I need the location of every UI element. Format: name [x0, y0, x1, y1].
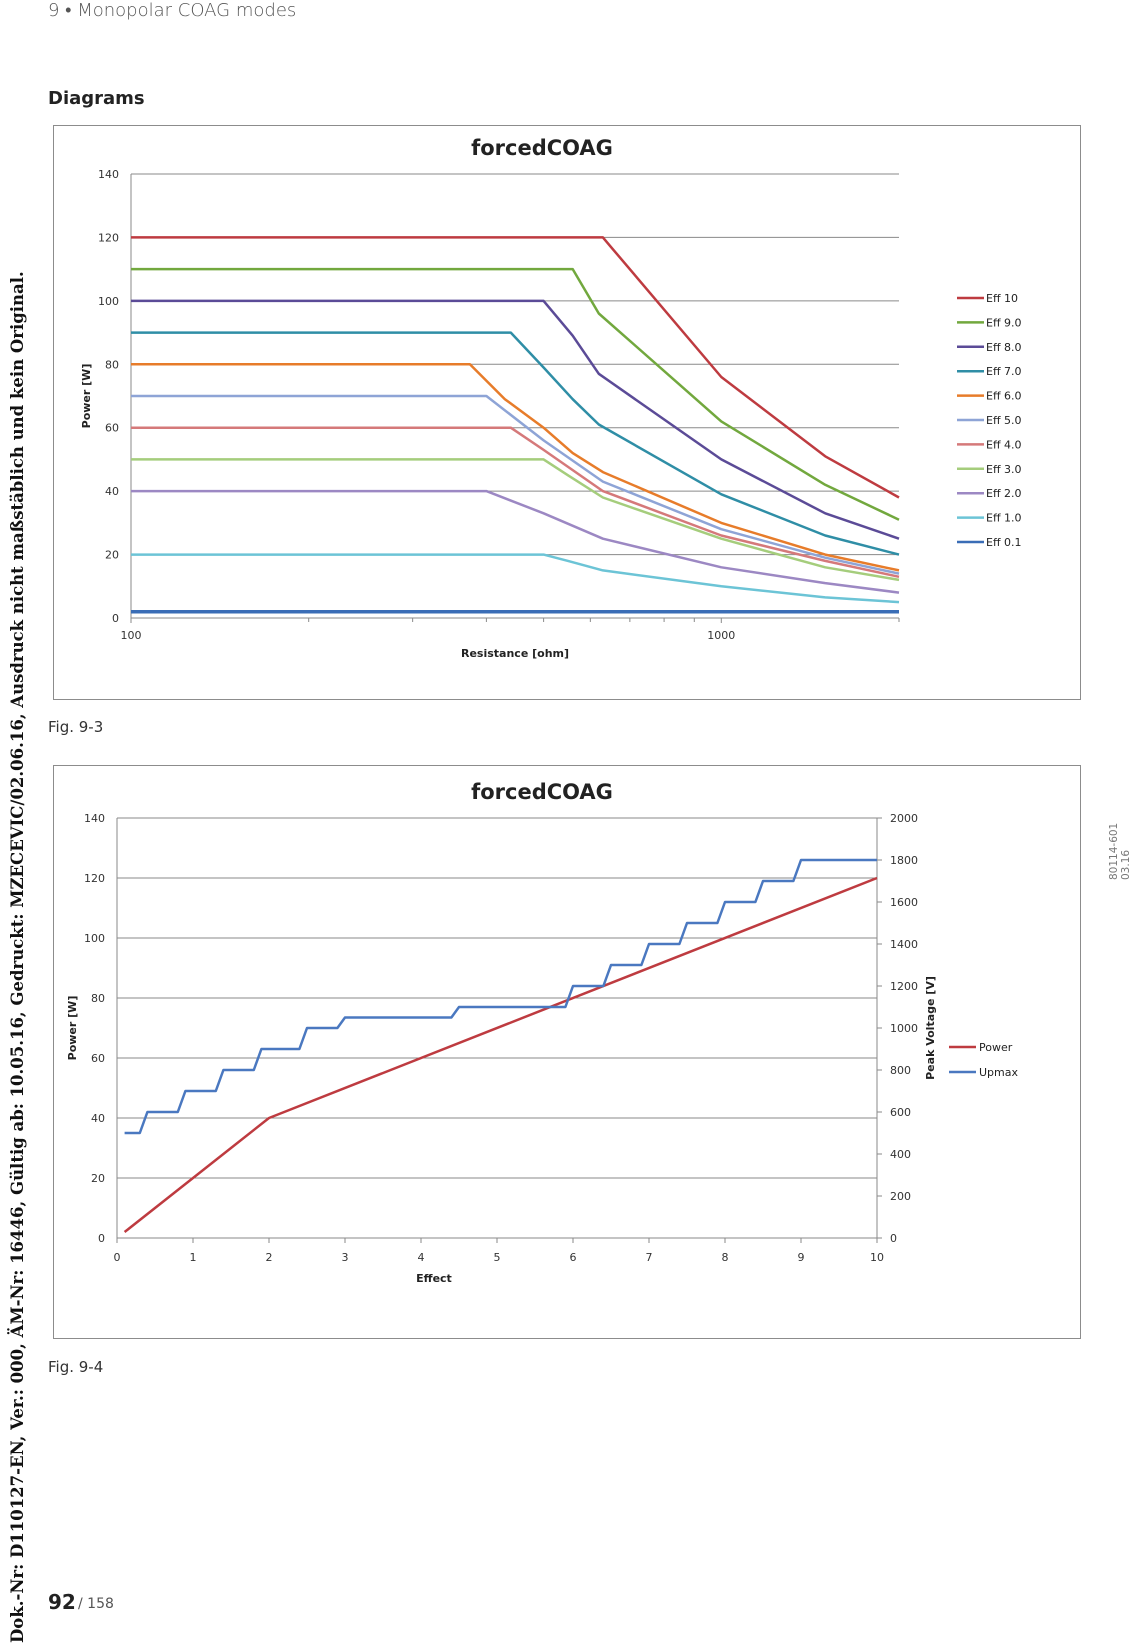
x-tick-label: 7: [645, 1251, 653, 1264]
y2-tick-label: 1000: [890, 1022, 918, 1035]
y-tick-label: 60: [91, 1052, 105, 1065]
chart-power-vs-resistance: [54, 126, 1080, 699]
series-line-eff-7-0: [131, 333, 899, 555]
page-header: 9 • Monopolar COAG modes: [48, 0, 297, 21]
y-tick-label: 0: [98, 1232, 105, 1245]
document-code-number: 80114-601: [1108, 822, 1120, 880]
y2-tick-label: 200: [890, 1190, 911, 1203]
y2-tick-label: 600: [890, 1106, 911, 1119]
y-tick-label: 80: [91, 992, 105, 1005]
y2-tick-label: 2000: [890, 812, 918, 825]
x-axis-label: Resistance [ohm]: [460, 647, 570, 660]
document-code-date: 03.16: [1120, 849, 1132, 880]
legend-label: Eff 2.0: [986, 487, 1022, 501]
series-line-power: [125, 878, 877, 1232]
x-tick-label: 1000: [707, 629, 736, 642]
figure-caption: Fig. 9-4: [48, 1358, 104, 1376]
y-tick-label: 20: [105, 548, 119, 562]
x-tick-label: 8: [721, 1251, 729, 1264]
x-tick-label: 100: [120, 629, 142, 642]
legend-label: Upmax: [979, 1066, 1018, 1079]
y-tick-label: 60: [105, 421, 119, 435]
document-code: [1108, 823, 1132, 880]
section-title: Diagrams: [48, 88, 145, 109]
y-tick-label: 120: [84, 872, 105, 885]
chart-title: forcedCOAG: [471, 136, 613, 160]
y-tick-label: 20: [91, 1172, 105, 1185]
chart-title: forcedCOAG: [471, 780, 613, 804]
y2-tick-label: 0: [890, 1232, 897, 1245]
y-tick-label: 40: [105, 485, 119, 499]
y2-tick-label: 400: [890, 1148, 911, 1161]
y-tick-label: 80: [105, 358, 119, 372]
figure-caption: Fig. 9-3: [48, 718, 104, 736]
legend-label: Eff 4.0: [986, 438, 1022, 452]
y-tick-label: 0: [112, 612, 119, 625]
y2-tick-label: 800: [890, 1064, 911, 1077]
x-axis-label: Effect: [416, 1272, 452, 1285]
series-line-upmax: [125, 860, 877, 1133]
y-tick-label: 140: [98, 168, 119, 181]
y2-tick-label: 1800: [890, 854, 918, 867]
legend-label: Eff 0.1: [986, 536, 1022, 549]
legend-label: Eff 7.0: [986, 365, 1022, 379]
x-tick-label: 1: [189, 1251, 197, 1264]
y-tick-label: 140: [84, 812, 105, 825]
legend-label: Eff 1.0: [986, 511, 1022, 525]
chart-frame-resistance: [53, 125, 1081, 700]
legend-label: Eff 9.0: [986, 316, 1022, 330]
series-line-eff-9-0: [131, 269, 899, 520]
page-number: 92: [48, 1590, 76, 1614]
y2-tick-label: 1600: [890, 896, 918, 909]
legend-label: Power: [979, 1041, 1013, 1054]
x-tick-label: 2: [265, 1251, 273, 1264]
legend-label: Eff 5.0: [986, 414, 1022, 427]
x-tick-label: 4: [417, 1251, 425, 1264]
y2-axis-label: Peak Voltage [V]: [924, 976, 937, 1080]
x-tick-label: 5: [493, 1251, 501, 1264]
y-axis-label: Power [W]: [66, 995, 79, 1061]
page-total: / 158: [78, 1596, 114, 1612]
y-tick-label: 120: [98, 231, 119, 245]
x-tick-label: 9: [797, 1251, 805, 1264]
y-tick-label: 100: [84, 932, 105, 945]
chart-frame-effect: [53, 765, 1081, 1339]
y-tick-label: 40: [91, 1112, 105, 1125]
series-line-eff-5-0: [131, 396, 899, 574]
legend-label: Eff 10: [986, 292, 1019, 305]
y2-tick-label: 1200: [890, 980, 918, 993]
x-tick-label: 10: [870, 1251, 884, 1264]
chart-power-voltage-vs-effect: [54, 766, 1080, 1338]
legend-label: Eff 6.0: [986, 389, 1022, 403]
series-line-eff-1-0: [131, 555, 899, 603]
x-tick-label: 0: [113, 1251, 121, 1264]
legend-label: Eff 8.0: [986, 340, 1022, 354]
x-tick-label: 6: [569, 1251, 577, 1264]
legend-label: Eff 3.0: [986, 462, 1022, 476]
y-axis-label: Power [W]: [80, 363, 93, 429]
y-tick-label: 100: [98, 294, 119, 308]
x-tick-label: 3: [341, 1251, 349, 1264]
y2-tick-label: 1400: [890, 938, 918, 951]
document-info-vertical: Dok.-Nr: D110127-EN, Ver.: 000, ÄM-Nr: 16446, Gültig ab: 10.05.16, Gedruckt: MZECEVIC/02.06.16, Ausdruck nicht maßstäblich und kein Original.: [8, 271, 27, 1643]
